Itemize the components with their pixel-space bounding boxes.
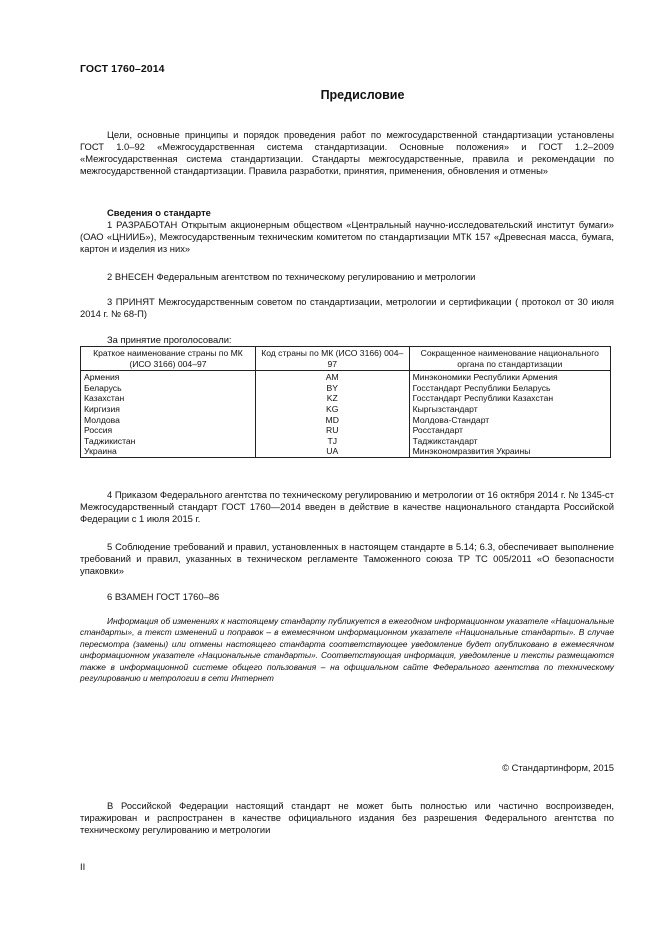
change-notice: Информация об изменениях к настоящему стандарту публикуется в ежегодном информационном указателе «Национальные стандарты», а текст изменений и поправок – в ежемесячном информационном указателе «Национальные стандарты». В случае пересмотра (замены) или отмены настоящего стандарта соответствующее уведомление будет опубликовано в ежемесячном информационном указателе «Национальные стандарты». Соответствующая информация, уведомление и тексты размещаются также в информационной системе общего пользования – на официальном сайте Федерального агентства по техническому регулированию и метрологии в сети Интернет — [80, 616, 614, 684]
standards-body: Госстандарт Республики Казахстан — [409, 393, 610, 404]
item-6-replaces: 6 ВЗАМЕН ГОСТ 1760–86 — [107, 591, 220, 602]
item-3-adopted: 3 ПРИНЯТ Межгосударственным советом по стандартизации, метрологии и сертификации ( протокол от 30 июля 2014 г. № 68-П) — [80, 296, 614, 320]
copyright: © Стандартинформ, 2015 — [502, 762, 614, 773]
table-caption: За принятие проголосовали: — [107, 334, 232, 345]
item-2-submitted: 2 ВНЕСЕН Федеральным агентством по техническому регулированию и метрологии — [107, 271, 476, 282]
standards-body: Росстандарт — [409, 425, 610, 436]
standards-body: Кыргызстандарт — [409, 404, 610, 415]
item-5-compliance: 5 Соблюдение требований и правил, установленных в настоящем стандарте в 5.14; 6.3, обеспечивает выполнение требований и правил, указанных в техническом регламенте Таможенного союза ТР ТС 005/2011 «О безопасности упаковки» — [80, 541, 614, 577]
standards-body: Молдова-Стандарт — [409, 415, 610, 426]
country-code: MD — [255, 415, 409, 426]
table-row — [81, 415, 611, 426]
country-name: Россия — [81, 425, 256, 436]
standards-body: Таджикстандарт — [409, 436, 610, 447]
country-name: Молдова — [81, 415, 256, 426]
voting-table — [80, 346, 611, 458]
column-header-body: Сокращенное наименование национального органа по стандартизации — [409, 347, 610, 371]
standards-body: Госстандарт Республики Беларусь — [409, 383, 610, 394]
country-code: BY — [255, 383, 409, 394]
table-header-row — [81, 347, 611, 371]
country-code: RU — [255, 425, 409, 436]
table-row — [81, 436, 611, 447]
standards-body: Минэкономразвития Украины — [409, 446, 610, 457]
country-name: Украина — [81, 446, 256, 457]
column-header-country: Краткое наименование страны по МК (ИСО 3166) 004–97 — [81, 347, 256, 371]
table-row — [81, 404, 611, 415]
country-name: Армения — [81, 371, 256, 383]
page-title: Предисловие — [320, 88, 405, 102]
document-code-header: ГОСТ 1760–2014 — [80, 63, 165, 75]
table-row — [81, 383, 611, 394]
item-1-developed: 1 РАЗРАБОТАН Открытым акционерным обществом «Центральный научно-исследовательский институт бумаги» (ОАО «ЦНИИБ»), Межгосударственным техническим комитетом по стандартизации МТК 157 «Древесная масса, бумага, картон и изделия из них» — [80, 219, 614, 255]
item-4-order: 4 Приказом Федерального агентства по техническому регулированию и метрологии от 16 октября 2014 г. № 1345-ст Межгосударственный стандарт ГОСТ 1760—2014 введен в действие в качестве национального стандарта Российской Федерации с 1 июля 2015 г. — [80, 489, 614, 525]
country-name: Киргизия — [81, 404, 256, 415]
table-row — [81, 446, 611, 457]
table-row — [81, 393, 611, 404]
country-name: Беларусь — [81, 383, 256, 394]
table-row — [81, 425, 611, 436]
page-number: II — [80, 861, 86, 872]
rights-notice: В Российской Федерации настоящий стандарт не может быть полностью или частично воспроизведен, тиражирован и распространен в качестве официального издания без разрешения Федерального агентства по техническому регулированию и метрологии — [80, 800, 614, 836]
country-code: UA — [255, 446, 409, 457]
country-code: AM — [255, 371, 409, 383]
info-heading: Сведения о стандарте — [107, 207, 211, 218]
country-code: TJ — [255, 436, 409, 447]
country-name: Таджикистан — [81, 436, 256, 447]
intro-paragraph: Цели, основные принципы и порядок проведения работ по межгосударственной стандартизации установлены ГОСТ 1.0–92 «Межгосударственная система стандартизации. Основные положения» и ГОСТ 1.2–2009 «Межгосударственная система стандартизации. Стандарты межгосударственные, правила и рекомендации по межгосударственной стандартизации. Правила разработки, принятия, применения, обновления и отмены» — [80, 129, 614, 177]
country-code: KZ — [255, 393, 409, 404]
country-code: KG — [255, 404, 409, 415]
standards-body: Минэкономики Республики Армения — [409, 371, 610, 383]
table-row — [81, 371, 611, 383]
column-header-code: Код страны по МК (ИСО 3166) 004–97 — [255, 347, 409, 371]
country-name: Казахстан — [81, 393, 256, 404]
